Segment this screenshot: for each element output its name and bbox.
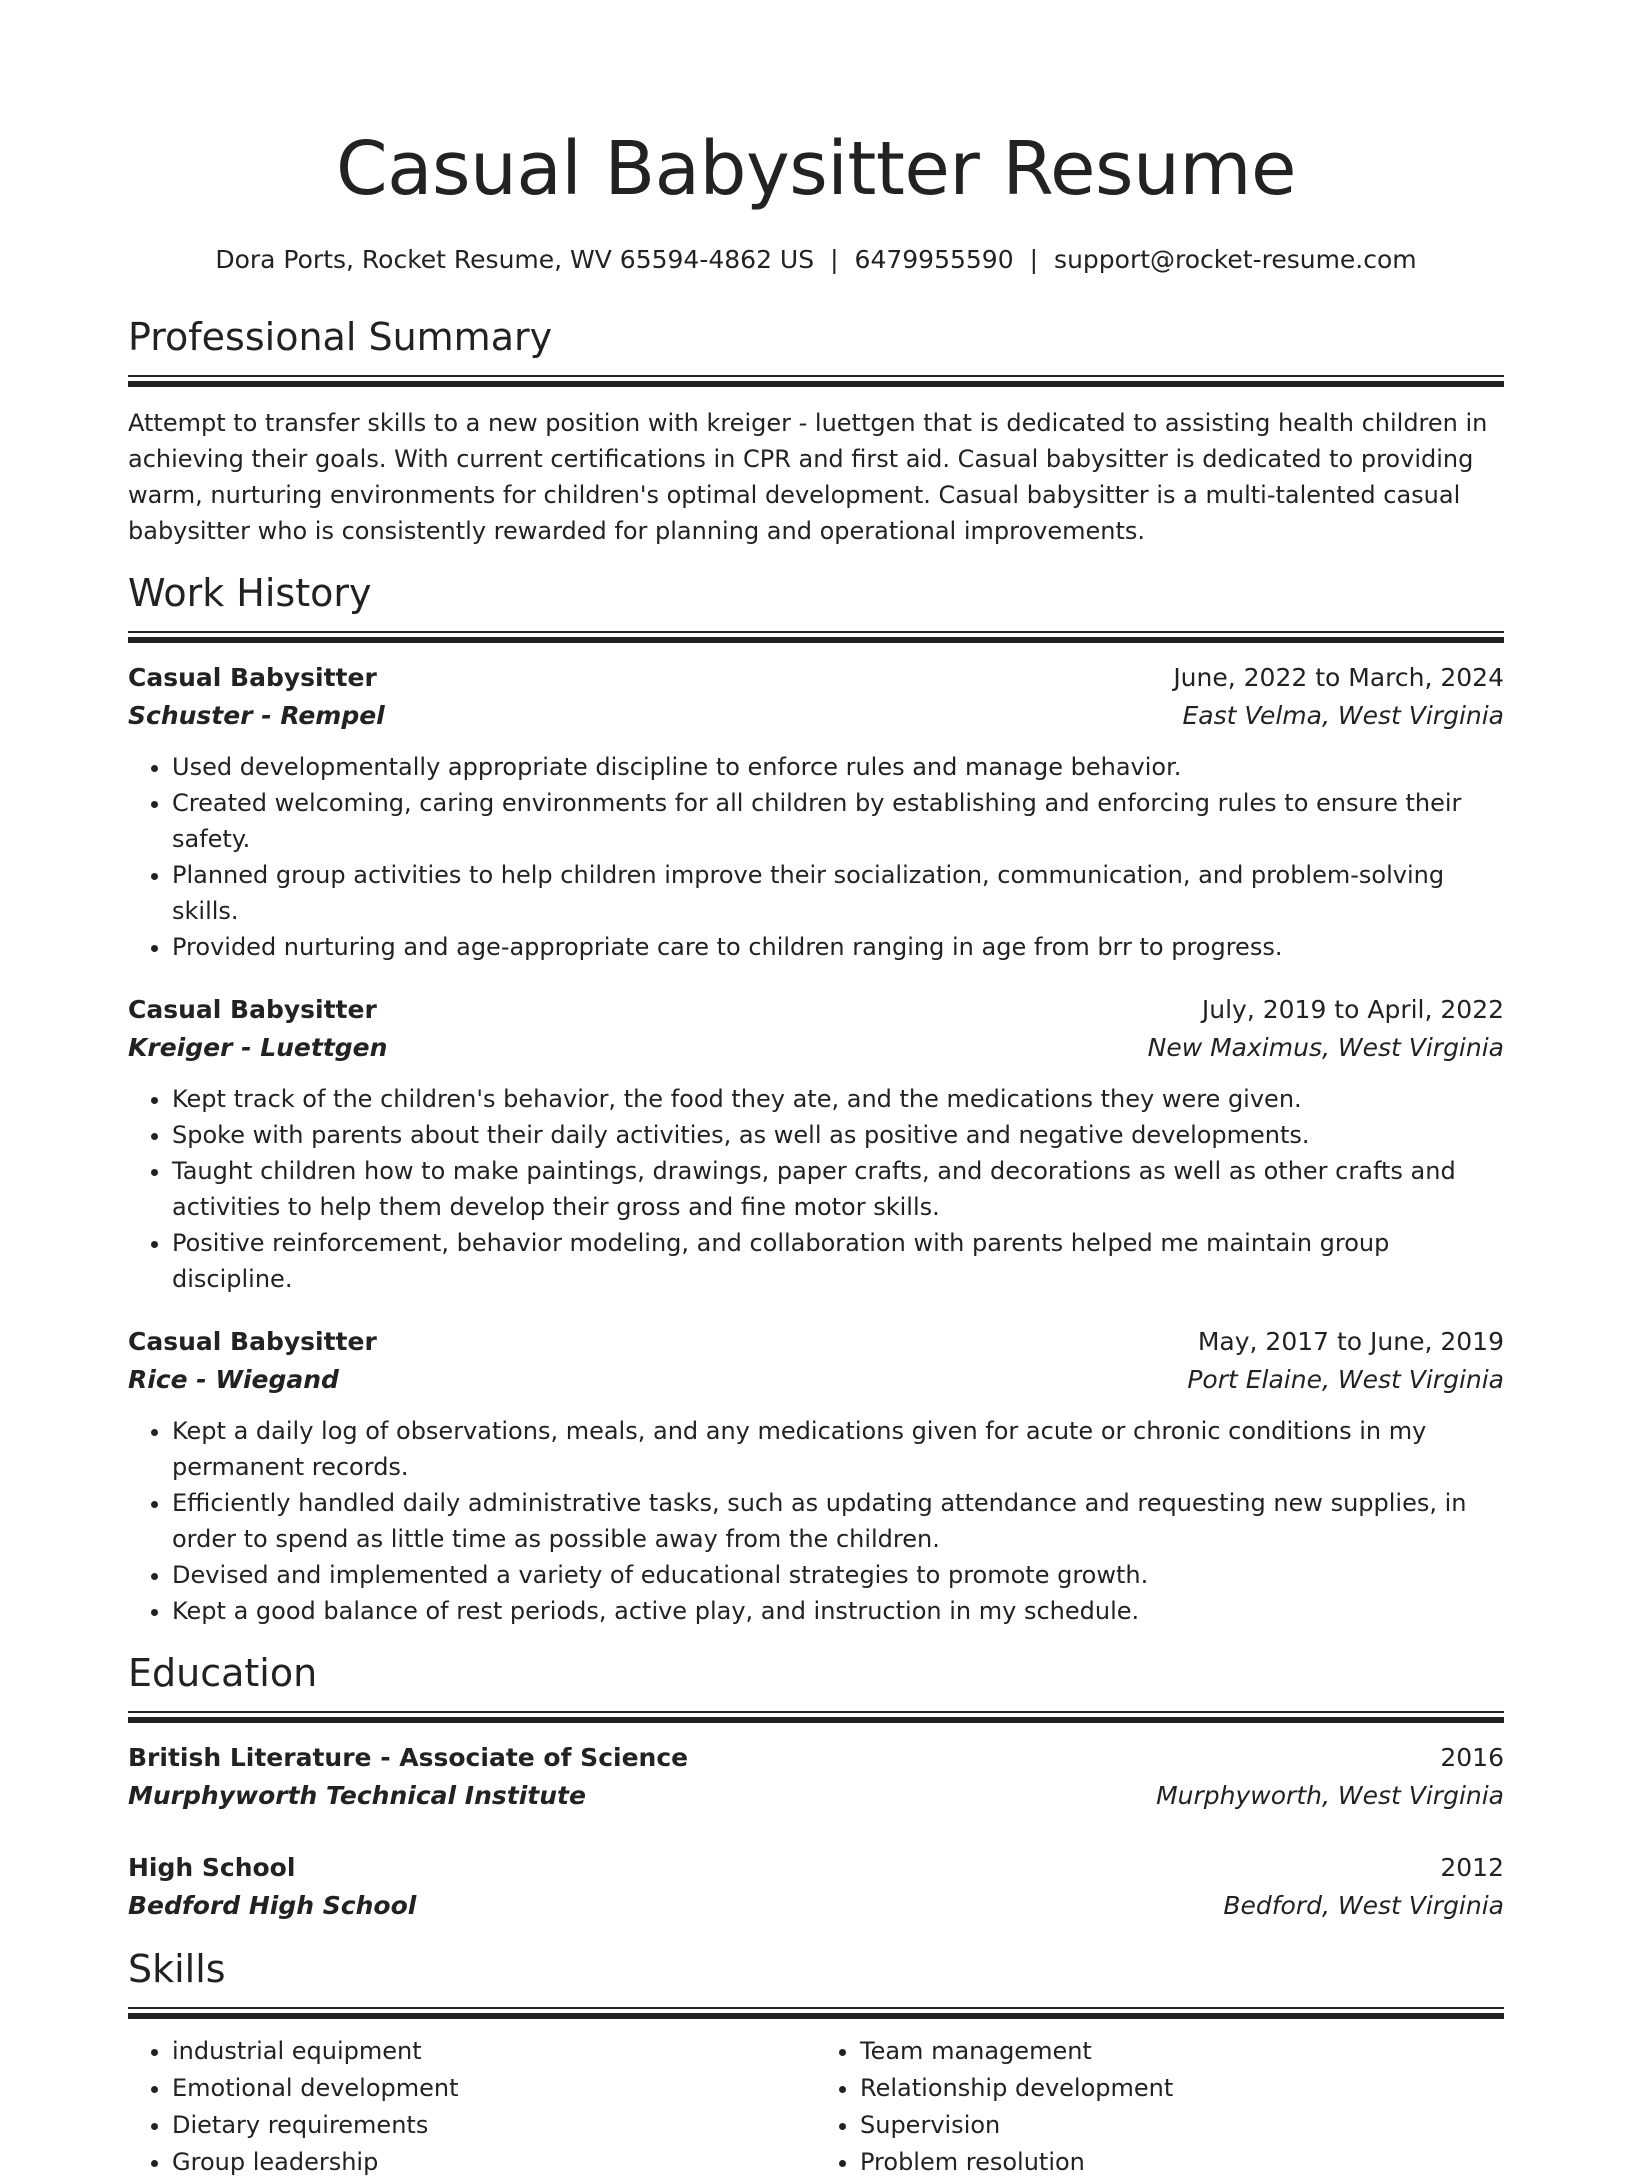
job-location: Port Elaine, West Virginia — [1187, 1365, 1504, 1394]
education-school: Murphyworth Technical Institute — [128, 1781, 586, 1810]
job-title: Casual Babysitter — [128, 663, 377, 692]
list-item: • Kept a daily log of observations, meals, and any medications given for acute or chronic conditions in my permanent records. — [172, 1413, 1504, 1485]
skills-grid — [128, 2019, 1504, 2181]
job-title: Casual Babysitter — [128, 995, 377, 1024]
list-item: • Devised and implemented a variety of educational strategies to promote growth. — [172, 1557, 1504, 1593]
contact-address: Dora Ports, Rocket Resume, WV 65594-4862 US — [215, 245, 815, 274]
list-item: • Provided nurturing and age-appropriate care to children ranging in age from brr to progress. — [172, 929, 1504, 965]
list-item: • Supervision — [860, 2107, 1504, 2144]
contact-line — [128, 243, 1504, 277]
list-item: • industrial equipment — [172, 2033, 816, 2070]
job-location: East Velma, West Virginia — [1182, 701, 1504, 730]
education-year: 2012 — [1440, 1853, 1504, 1882]
list-item: • Efficiently handled daily administrative tasks, such as updating attendance and requesting new supplies, in order to spend as little time as possible away from the children. — [172, 1485, 1504, 1557]
education-location: Bedford, West Virginia — [1223, 1891, 1504, 1920]
list-item: • Problem resolution — [860, 2144, 1504, 2181]
summary-text: Attempt to transfer skills to a new position with kreiger - luettgen that is dedicated to assisting health children in achieving their goals. With current certifications in CPR and first aid. Casual babysitter is dedicated to providing warm, nurturing environments for children's optimal development. Casual babysitter is a multi-talented casual babysitter who is consistently rewarded for planning and operational improvements. — [128, 409, 1488, 545]
job-header — [128, 991, 1504, 1029]
list-item: • Used developmentally appropriate discipline to enforce rules and manage behavior. — [172, 749, 1504, 785]
list-item: • Spoke with parents about their daily activities, as well as positive and negative developments. — [172, 1117, 1504, 1153]
education-subheader — [128, 1887, 1504, 1925]
job-bullets — [128, 1413, 1504, 1629]
education-entry — [128, 1849, 1504, 1925]
education-location: Murphyworth, West Virginia — [1156, 1781, 1504, 1810]
education-heading: Education — [128, 1651, 318, 1695]
job-header — [128, 1323, 1504, 1361]
skills-section — [128, 1945, 1504, 2181]
list-item: • Group leadership — [172, 2144, 816, 2181]
list-item: • Kept a good balance of rest periods, active play, and instruction in my schedule. — [172, 1593, 1504, 1629]
education-header — [128, 1849, 1504, 1887]
list-item: • Kept track of the children's behavior, the food they ate, and the medications they were given. — [172, 1081, 1504, 1117]
education-entry — [128, 1739, 1504, 1815]
list-item: • Created welcoming, caring environments for all children by establishing and enforcing rules to ensure their safety. — [172, 785, 1504, 857]
job-company: Kreiger - Luettgen — [128, 1033, 388, 1062]
list-item: • Taught children how to make paintings, drawings, paper crafts, and decorations as well as other crafts and activities to help them develop their gross and fine motor skills. — [172, 1153, 1504, 1225]
job-dates: May, 2017 to June, 2019 — [1197, 1327, 1504, 1356]
skills-list-left — [128, 2033, 816, 2181]
contact-email: support@rocket-resume.com — [1054, 245, 1417, 274]
section-rule — [128, 375, 1504, 387]
summary-heading: Professional Summary — [128, 315, 553, 359]
contact-separator: | — [1029, 245, 1039, 274]
list-item: • Relationship development — [860, 2070, 1504, 2107]
job-location: New Maximus, West Virginia — [1147, 1033, 1504, 1062]
work-section — [128, 569, 1504, 1629]
education-degree: High School — [128, 1853, 296, 1882]
job-dates: July, 2019 to April, 2022 — [1201, 995, 1504, 1024]
job-header — [128, 659, 1504, 697]
contact-separator: | — [830, 245, 839, 274]
job-entry — [128, 1323, 1504, 1629]
list-item: • Dietary requirements — [172, 2107, 816, 2144]
list-item: • Planned group activities to help children improve their socialization, communication, and problem-solving skills. — [172, 857, 1504, 929]
job-subheader — [128, 1361, 1504, 1399]
education-section — [128, 1649, 1504, 1925]
job-company: Rice - Wiegand — [128, 1365, 339, 1394]
education-year: 2016 — [1440, 1743, 1504, 1772]
work-heading: Work History — [128, 571, 372, 615]
summary-section — [128, 313, 1504, 549]
job-subheader — [128, 697, 1504, 735]
section-rule — [128, 2007, 1504, 2019]
job-title: Casual Babysitter — [128, 1327, 377, 1356]
job-bullets — [128, 1081, 1504, 1297]
section-rule — [128, 631, 1504, 643]
education-header — [128, 1739, 1504, 1777]
job-subheader — [128, 1029, 1504, 1067]
contact-phone: 6479955590 — [854, 245, 1014, 274]
job-entry — [128, 991, 1504, 1297]
job-company: Schuster - Rempel — [128, 701, 385, 730]
education-degree: British Literature - Associate of Science — [128, 1743, 689, 1772]
section-rule — [128, 1711, 1504, 1723]
list-item: • Team management — [860, 2033, 1504, 2070]
list-item: • Positive reinforcement, behavior modeling, and collaboration with parents helped me maintain group discipline. — [172, 1225, 1504, 1297]
skills-list-right — [816, 2033, 1504, 2181]
list-item: • Emotional development — [172, 2070, 816, 2107]
resume-title: Casual Babysitter Resume — [335, 126, 1297, 212]
education-school: Bedford High School — [128, 1891, 417, 1920]
education-subheader — [128, 1777, 1504, 1815]
job-entry — [128, 659, 1504, 965]
job-bullets — [128, 749, 1504, 965]
job-dates: June, 2022 to March, 2024 — [1173, 663, 1504, 692]
skills-heading: Skills — [128, 1947, 226, 1991]
